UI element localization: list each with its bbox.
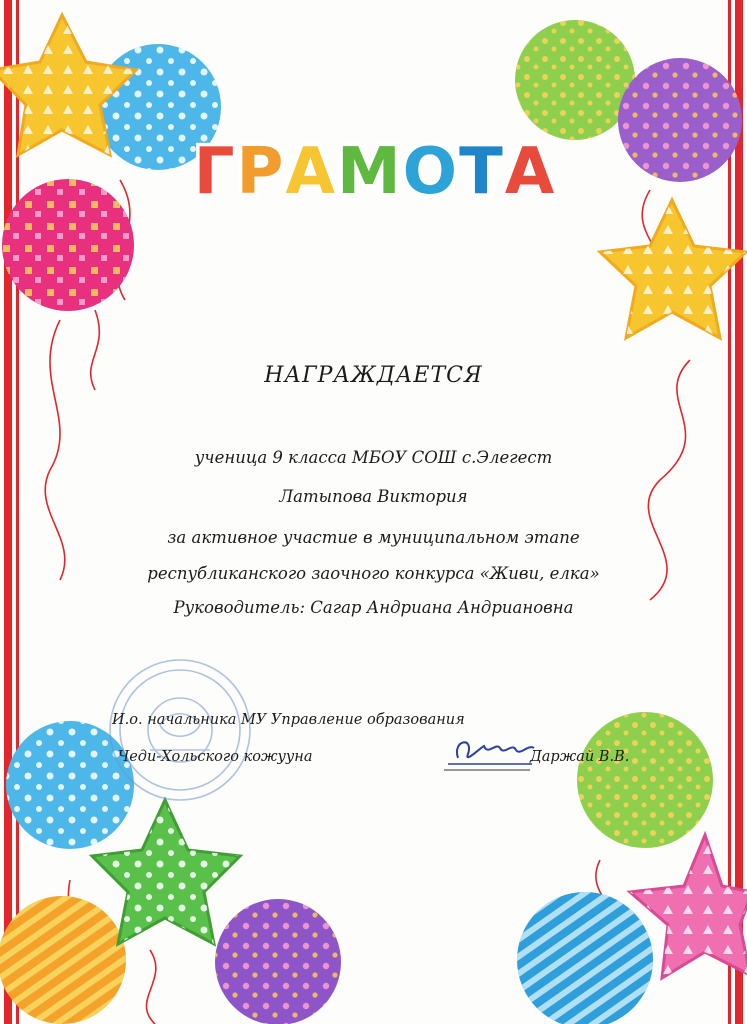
- award-line-name: Латыпова Виктория: [279, 487, 468, 506]
- official-stamp: [100, 655, 260, 805]
- award-line-contest: республиканского заочного конкурса «Живи, елка»: [147, 564, 600, 583]
- title-letter: О: [402, 135, 460, 205]
- title-letter: Т: [459, 135, 505, 205]
- signatory-position-line1: И.о. начальника МУ Управление образования: [112, 712, 465, 728]
- title-letter: А: [504, 135, 557, 205]
- svg-text:ГРАМОТА: [194, 135, 557, 205]
- award-line-supervisor: Руководитель: Сагар Андриана Андриановна: [173, 598, 574, 617]
- award-line-student: ученица 9 класса МБОУ СОШ с.Элегест: [194, 448, 553, 467]
- signatory-name: Даржай В.В.: [530, 749, 630, 765]
- title-letter: М: [336, 135, 403, 205]
- awarded-heading: НАГРАЖДАЕТСЯ: [264, 363, 483, 388]
- title-letter: А: [285, 135, 337, 205]
- handwritten-signature: [444, 728, 544, 776]
- title-letter: Р: [236, 135, 286, 205]
- certificate-title-graphic: [150, 135, 600, 205]
- signatory-position-line2: Чеди-Хольского кожууна: [118, 749, 313, 765]
- award-line-reason: за активное участие в муниципальном этапе: [167, 528, 580, 547]
- title-letter: Г: [193, 135, 237, 205]
